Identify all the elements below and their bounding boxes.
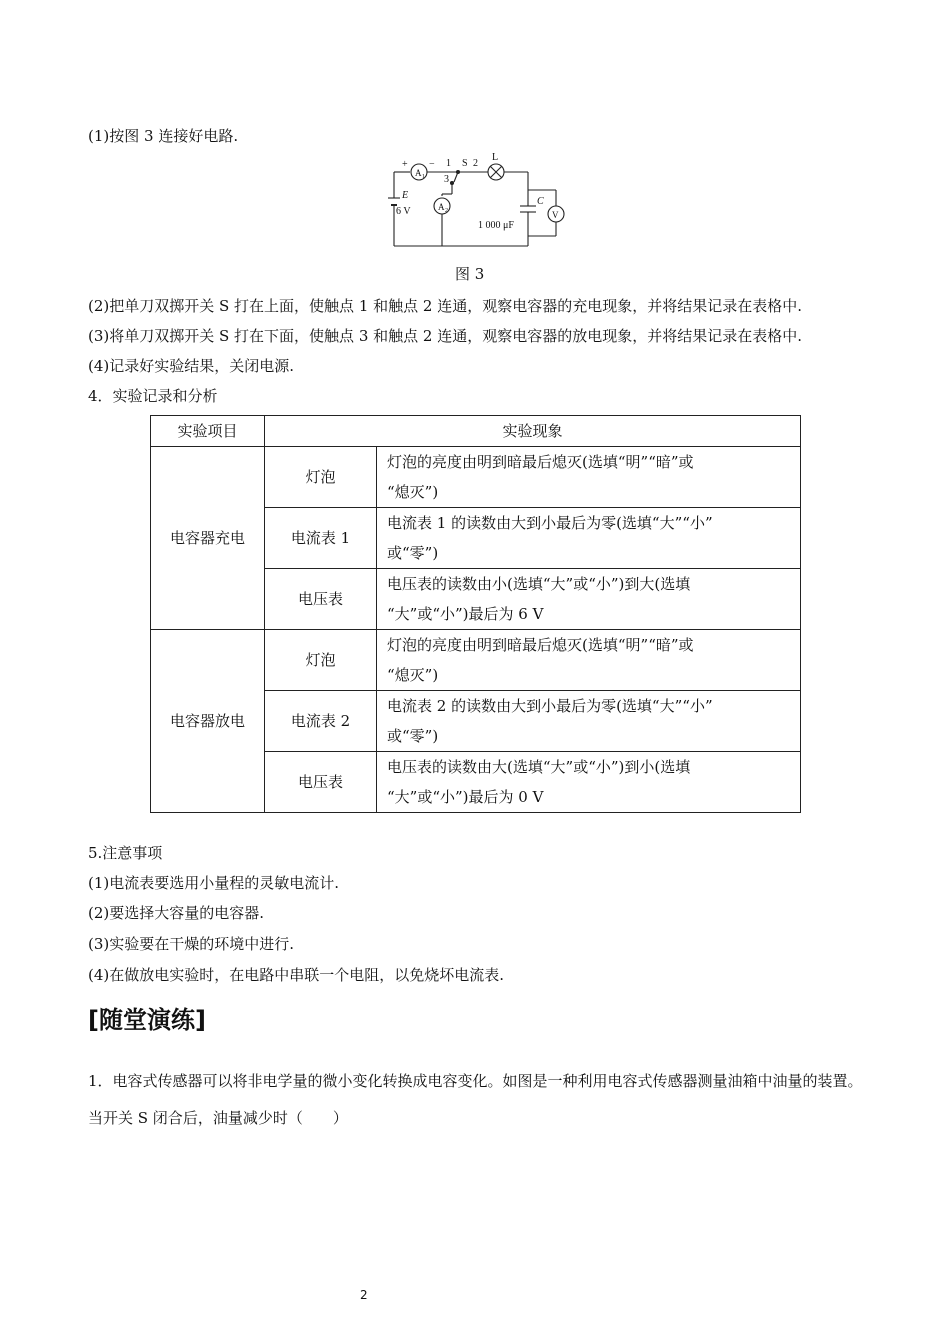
contact-3-label: 3 xyxy=(444,174,449,185)
step-1: (1)按图 3 连接好电路. xyxy=(88,127,239,145)
phenomenon-line: 或“零”) xyxy=(387,544,439,562)
table-row xyxy=(151,447,801,508)
capacitor-label: C xyxy=(537,196,544,207)
emf-label: E xyxy=(402,190,409,201)
phenomenon-cell xyxy=(377,569,801,630)
phenomenon-line: 灯泡的亮度由明到暗最后熄灭(选填“明”“暗”或 xyxy=(387,453,694,471)
phenomenon-line: 或“零”) xyxy=(387,727,439,745)
sub-item: 灯泡 xyxy=(265,630,377,691)
table-row xyxy=(151,630,801,691)
step-2: (2)把单刀双掷开关 S 打在上面，使触点 1 和触点 2 连通，观察电容器的充电现象，并将结果记录在表格中. xyxy=(88,297,802,315)
switch-label: S xyxy=(462,158,468,169)
figure-caption: 图 3 xyxy=(455,265,485,283)
contact-2-label: 2 xyxy=(473,158,478,169)
phenomenon-line: “大”或“小”)最后为 6 V xyxy=(387,605,544,623)
phenomenon-cell xyxy=(377,630,801,691)
phenomenon-line: 灯泡的亮度由明到暗最后熄灭(选填“明”“暗”或 xyxy=(387,636,694,654)
note-item: (1)电流表要选用小量程的灵敏电流计. xyxy=(88,874,340,892)
practice-title: [随堂演练] xyxy=(88,1006,206,1034)
circuit-diagram xyxy=(380,150,580,260)
sub-item: 灯泡 xyxy=(265,447,377,508)
capacitor-value: 1 000 μF xyxy=(478,220,514,231)
voltmeter-label: V xyxy=(552,210,559,220)
a1-minus: − xyxy=(429,159,435,170)
discharge-label: 电容器放电 xyxy=(151,630,265,813)
sub-item: 电压表 xyxy=(265,752,377,813)
a2-sub: 2 xyxy=(445,208,448,214)
phenomenon-line: 电流表 1 的读数由大到小最后为零(选填“大”“小” xyxy=(387,514,713,532)
lamp-label: L xyxy=(492,152,499,163)
experiment-table xyxy=(150,415,801,813)
header-item: 实验项目 xyxy=(151,416,265,447)
header-phenomenon: 实验现象 xyxy=(265,416,801,447)
table-header-row xyxy=(151,416,801,447)
step-4: (4)记录好实验结果，关闭电源. xyxy=(88,357,295,375)
question-1: 1．电容式传感器可以将非电学量的微小变化转换成电容变化。如图是一种利用电容式传感器测量油箱中油量的装置。当开关 S 闭合后，油量减少时（ ） xyxy=(88,1072,863,1127)
sub-item: 电流表 1 xyxy=(265,508,377,569)
phenomenon-line: 电流表 2 的读数由大到小最后为零(选填“大”“小” xyxy=(387,697,713,715)
phenomenon-line: “熄灭”) xyxy=(387,666,439,684)
note-item: (3)实验要在干燥的环境中进行. xyxy=(88,935,295,953)
a1-sub: 1 xyxy=(422,174,425,180)
sub-item: 电压表 xyxy=(265,569,377,630)
phenomenon-line: “大”或“小”)最后为 0 V xyxy=(387,788,544,806)
note-item: (4)在做放电实验时，在电路中串联一个电阻，以免烧坏电流表. xyxy=(88,966,505,984)
section-4-title: 4．实验记录和分析 xyxy=(88,387,218,405)
phenomenon-cell xyxy=(377,447,801,508)
notes-title: 5.注意事项 xyxy=(88,844,163,862)
sub-item: 电流表 2 xyxy=(265,691,377,752)
a2-label: A xyxy=(438,202,445,212)
a1-plus: + xyxy=(402,159,408,170)
phenomenon-cell xyxy=(377,691,801,752)
switch-blade xyxy=(454,172,458,182)
phenomenon-line: 电压表的读数由小(选填“大”或“小”)到大(选填 xyxy=(387,575,691,593)
step-3: (3)将单刀双掷开关 S 打在下面，使触点 3 和触点 2 连通，观察电容器的放电现象，并将结果记录在表格中. xyxy=(88,327,802,345)
note-item: (2)要选择大容量的电容器. xyxy=(88,904,265,922)
emf-value: 6 V xyxy=(396,206,411,217)
a1-label: A xyxy=(415,168,422,178)
phenomenon-line: 电压表的读数由大(选填“大”或“小”)到小(选填 xyxy=(387,758,691,776)
phenomenon-cell xyxy=(377,752,801,813)
page-number: 2 xyxy=(360,1288,368,1302)
charge-label: 电容器充电 xyxy=(151,447,265,630)
contact-1-label: 1 xyxy=(446,158,451,169)
phenomenon-cell xyxy=(377,508,801,569)
phenomenon-line: “熄灭”) xyxy=(387,483,439,501)
